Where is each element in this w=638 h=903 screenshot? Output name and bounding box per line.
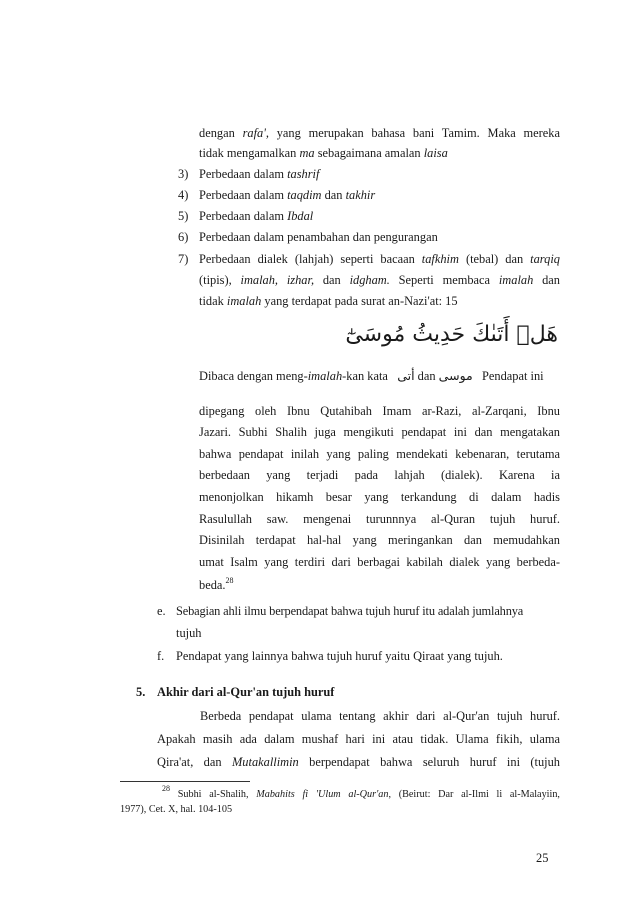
text-line: bahwa pendapat inilah yang paling mendekati kebenaran, terutama	[199, 447, 560, 461]
list-item: Perbedaan dalam Ibdal	[199, 209, 314, 223]
text-line: menonjolkan hikamh besar yang terkandung di dalam hadis	[199, 490, 560, 504]
footnote-line: 1977), Cet. X, hal. 104-105	[120, 804, 233, 815]
arabic-word: موسى	[438, 368, 473, 383]
list-label: e.	[157, 604, 166, 618]
section-heading: Akhir dari al-Qur'an tujuh huruf	[157, 685, 335, 699]
list-item: Sebagian ahli ilmu berpendapat bahwa tujuh huruf itu adalah jumlahnya	[176, 604, 524, 618]
footnote-divider	[120, 781, 250, 782]
text-line: tidak imalah yang terdapat pada surat an-Nazi'at: 15	[199, 294, 458, 308]
list-item: Perbedaan dialek (lahjah) seperti bacaan tafkhim (tebal) dan tarqiq	[199, 252, 560, 266]
text-line: Dibaca dengan meng-imalah-kan kata أتى dan موسى Pendapat ini	[199, 368, 544, 383]
text-line: Jazari. Subhi Shalih juga mengikuti pendapat ini dan mengatakan	[199, 425, 560, 439]
list-label: f.	[157, 649, 165, 663]
text-line: berbedaan yang terjadi pada lahjah (dialek). Karena ia	[199, 468, 560, 482]
footnote-line: $^{28}$ Subhi al-Shalih, Mabahits fi 'Ulum al-Qur'an, (Beirut: Dar al-Ilmi li al-Malayiin,	[162, 784, 560, 800]
list-number: 3)	[178, 167, 189, 181]
list-item: Perbedaan dalam penambahan dan pengurangan	[199, 230, 438, 244]
list-item: Perbedaan dalam taqdim dan takhir	[199, 188, 376, 202]
list-number: 4)	[178, 188, 189, 202]
text-line: Rasulullah saw. mengenai turunnnya al-Quran tujuh huruf.	[199, 512, 560, 526]
text-line: beda.$^{28}$	[199, 576, 234, 592]
list-item: Pendapat yang lainnya bahwa tujuh huruf yaitu Qiraat yang tujuh.	[176, 649, 503, 663]
text-line: dengan rafa', yang merupakan bahasa bani Tamim. Maka mereka	[199, 126, 560, 140]
text-line: Apakah masih ada dalam mushaf hari ini atau tidak. Ulama fikih, ulama	[157, 732, 560, 746]
arabic-verse: هَلۡ أَتَىٰكَ حَدِيثُ مُوسَىٰٓ	[345, 322, 558, 347]
text-line: tujuh	[176, 626, 202, 640]
arabic-word: أتى	[397, 368, 415, 383]
footnote-reference[interactable]: 28	[225, 576, 234, 585]
text-line: Qira'at, dan Mutakallimin berpendapat bahwa seluruh huruf ini (tujuh	[157, 755, 561, 769]
list-number: 6)	[178, 230, 189, 244]
text-line: umat Isalm yang terdiri dari berbagai kabilah dialek yang berbeda-	[199, 555, 560, 569]
text-line: tidak mengamalkan ma sebagaimana amalan laisa	[199, 146, 448, 160]
text-line: dipegang oleh Ibnu Qutahibah Imam ar-Razi, al-Zarqani, Ibnu	[199, 404, 560, 418]
page-number: 25	[536, 851, 549, 865]
text-line: (tipis), imalah, izhar, dan idgham. Seperti membaca imalah dan	[199, 273, 560, 287]
footnote-number: 28	[162, 784, 170, 793]
section-number: 5.	[136, 685, 146, 699]
list-number: 7)	[178, 252, 189, 266]
list-number: 5)	[178, 209, 189, 223]
list-item: Perbedaan dalam tashrif	[199, 167, 320, 181]
text-line: Berbeda pendapat ulama tentang akhir dari al-Qur'an tujuh huruf.	[200, 709, 560, 723]
text-line: Disinilah terdapat hal-hal yang meringankan dan memudahkan	[199, 533, 560, 547]
